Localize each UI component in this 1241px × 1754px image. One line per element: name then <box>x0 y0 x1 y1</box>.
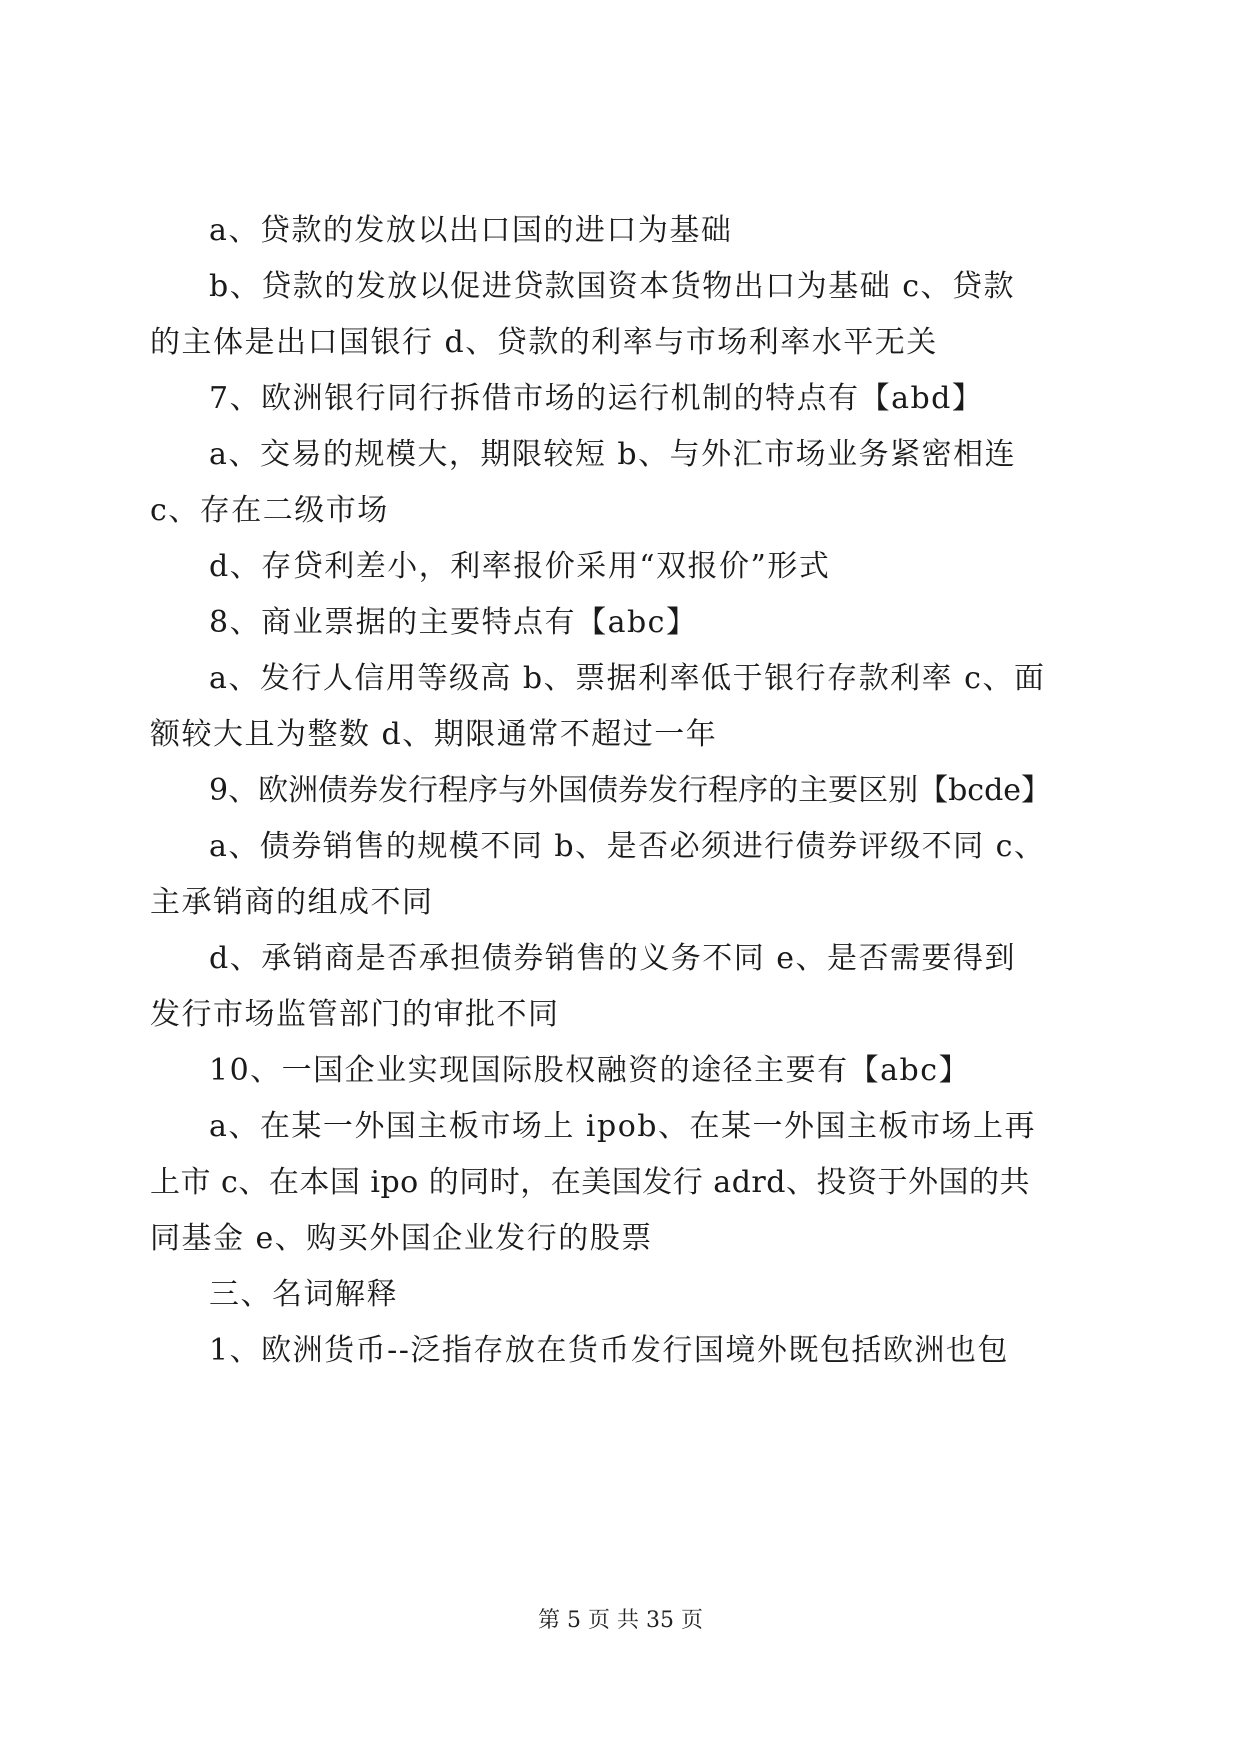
text-line: a、贷款的发放以出口国的进口为基础 <box>209 213 733 248</box>
text-line: d、存贷利差小，利率报价采用“双报价”形式 <box>209 549 831 584</box>
text-line: 主承销商的组成不同 <box>150 885 434 920</box>
text-line: 1、欧洲货币--泛指存放在货币发行国境外既包括欧洲也包 <box>209 1333 1009 1368</box>
text-line: a、发行人信用等级高 b、票据利率低于银行存款利率 c、面 <box>209 661 1046 696</box>
question-heading: 9、欧洲债券发行程序与外国债券发行程序的主要区别【bcde】 <box>209 773 1052 808</box>
text-line: 发行市场监管部门的审批不同 <box>150 997 560 1032</box>
text-line: a、在某一外国主板市场上 ipob、在某一外国主板市场上再 <box>209 1109 1036 1144</box>
text-line: b、贷款的发放以促进贷款国资本货物出口为基础 c、贷款 <box>209 269 1016 304</box>
section-heading: 三、名词解释 <box>209 1277 398 1312</box>
page-footer: 第 5 页 共 35 页 <box>538 1608 703 1633</box>
text-line: a、债券销售的规模不同 b、是否必须进行债券评级不同 c、 <box>209 829 1046 864</box>
text-line: 同基金 e、购买外国企业发行的股票 <box>150 1221 653 1256</box>
text-line: d、承销商是否承担债券销售的义务不同 e、是否需要得到 <box>209 941 1016 976</box>
question-heading: 7、欧洲银行同行拆借市场的运行机制的特点有【abd】 <box>209 381 984 416</box>
question-heading: 10、一国企业实现国际股权融资的途径主要有【abc】 <box>209 1053 971 1088</box>
question-heading: 8、商业票据的主要特点有【abc】 <box>209 605 698 640</box>
text-line: c、存在二级市场 <box>150 493 389 528</box>
text-line: 的主体是出口国银行 d、贷款的利率与市场利率水平无关 <box>150 325 938 360</box>
text-line: 额较大且为整数 d、期限通常不超过一年 <box>150 717 718 752</box>
text-line: 上市 c、在本国 ipo 的同时，在美国发行 adrd、投资于外国的共 <box>150 1165 1030 1200</box>
text-line: a、交易的规模大，期限较短 b、与外汇市场业务紧密相连 <box>209 437 1017 472</box>
